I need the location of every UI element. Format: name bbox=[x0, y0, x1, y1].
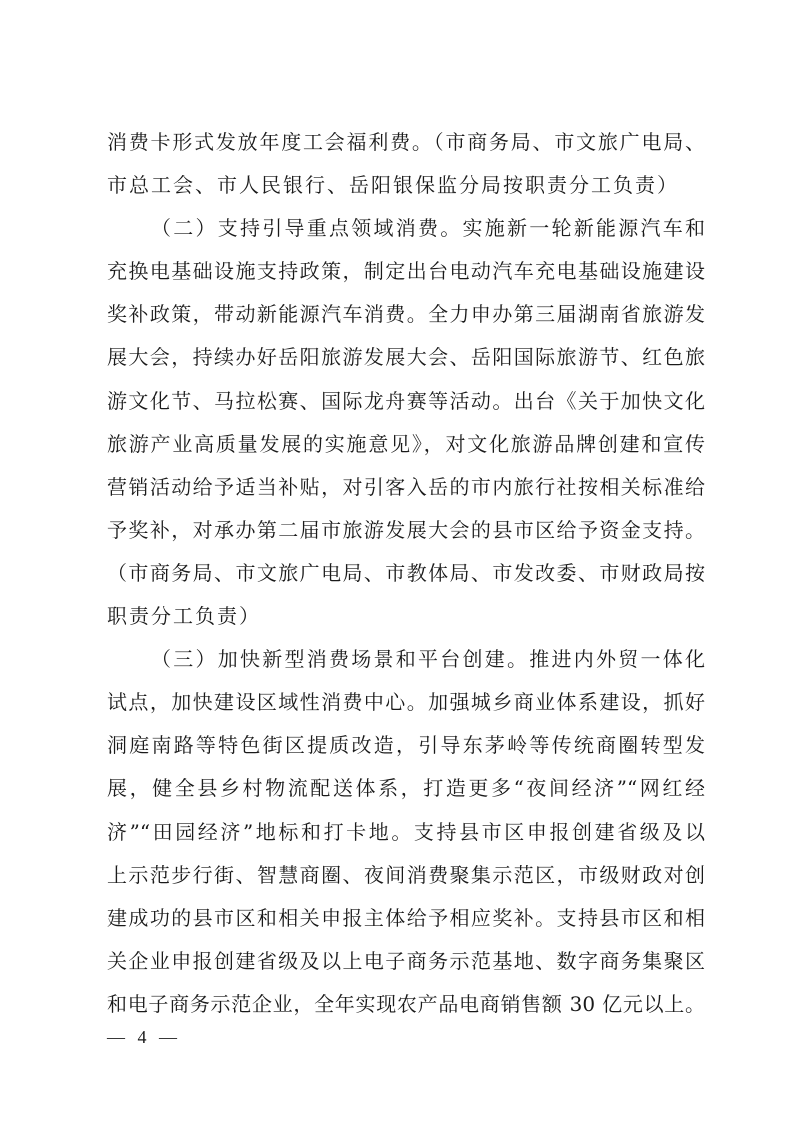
text-line: 试点，加快建设区域性消费中心。加强城乡商业体系建设，抓好 bbox=[107, 690, 705, 715]
section-heading-line: （二）支持引导重点领域消费。实施新一轮新能源汽车和 bbox=[151, 216, 705, 241]
text-line: 市总工会、市人民银行、岳阳银保监分局按职责分工负责） bbox=[107, 173, 679, 198]
text-line: 关企业申报创建省级及以上电子商务示范基地、数字商务集聚区 bbox=[107, 948, 705, 973]
page-number: — 4 — bbox=[107, 1027, 181, 1047]
section-heading-line: （三）加快新型消费场景和平台创建。推进内外贸一体化 bbox=[151, 647, 705, 672]
text-line: 展大会，持续办好岳阳旅游发展大会、岳阳国际旅游节、红色旅 bbox=[107, 345, 705, 370]
text-line: 旅游产业高质量发展的实施意见》，对文化旅游品牌创建和宣传 bbox=[107, 431, 705, 456]
text-line: 济”“田园经济”地标和打卡地。支持县市区申报创建省级及以 bbox=[107, 819, 705, 844]
text-line: 奖补政策，带动新能源汽车消费。全力申办第三届湖南省旅游发 bbox=[107, 302, 705, 327]
text-line: 职责分工负责） bbox=[107, 604, 261, 629]
text-line: 营销活动给予适当补贴，对引客入岳的市内旅行社按相关标准给 bbox=[107, 474, 705, 499]
text-line: 建成功的县市区和相关申报主体给予相应奖补。支持县市区和相 bbox=[107, 905, 705, 930]
text-line: 上示范步行街、智慧商圈、夜间消费聚集示范区，市级财政对创 bbox=[107, 862, 705, 887]
text-line: 游文化节、马拉松赛、国际龙舟赛等活动。出台《关于加快文化 bbox=[107, 388, 705, 413]
text-line: 展，健全县乡村物流配送体系，打造更多“夜间经济”“网红经 bbox=[107, 776, 705, 801]
text-line: 充换电基础设施支持政策，制定出台电动汽车充电基础设施建设 bbox=[107, 259, 705, 284]
document-body bbox=[107, 121, 705, 1026]
text-line: （市商务局、市文旅广电局、市教体局、市发改委、市财政局按 bbox=[107, 560, 705, 585]
text-line: 予奖补，对承办第二届市旅游发展大会的县市区给予资金支持。 bbox=[107, 517, 705, 542]
text-line: 和电子商务示范企业，全年实现农产品电商销售额 30 亿元以上。 bbox=[107, 991, 705, 1016]
text-line: 消费卡形式发放年度工会福利费。（市商务局、市文旅广电局、 bbox=[107, 130, 705, 154]
text-line: 洞庭南路等特色街区提质改造，引导东茅岭等传统商圈转型发 bbox=[107, 733, 705, 758]
